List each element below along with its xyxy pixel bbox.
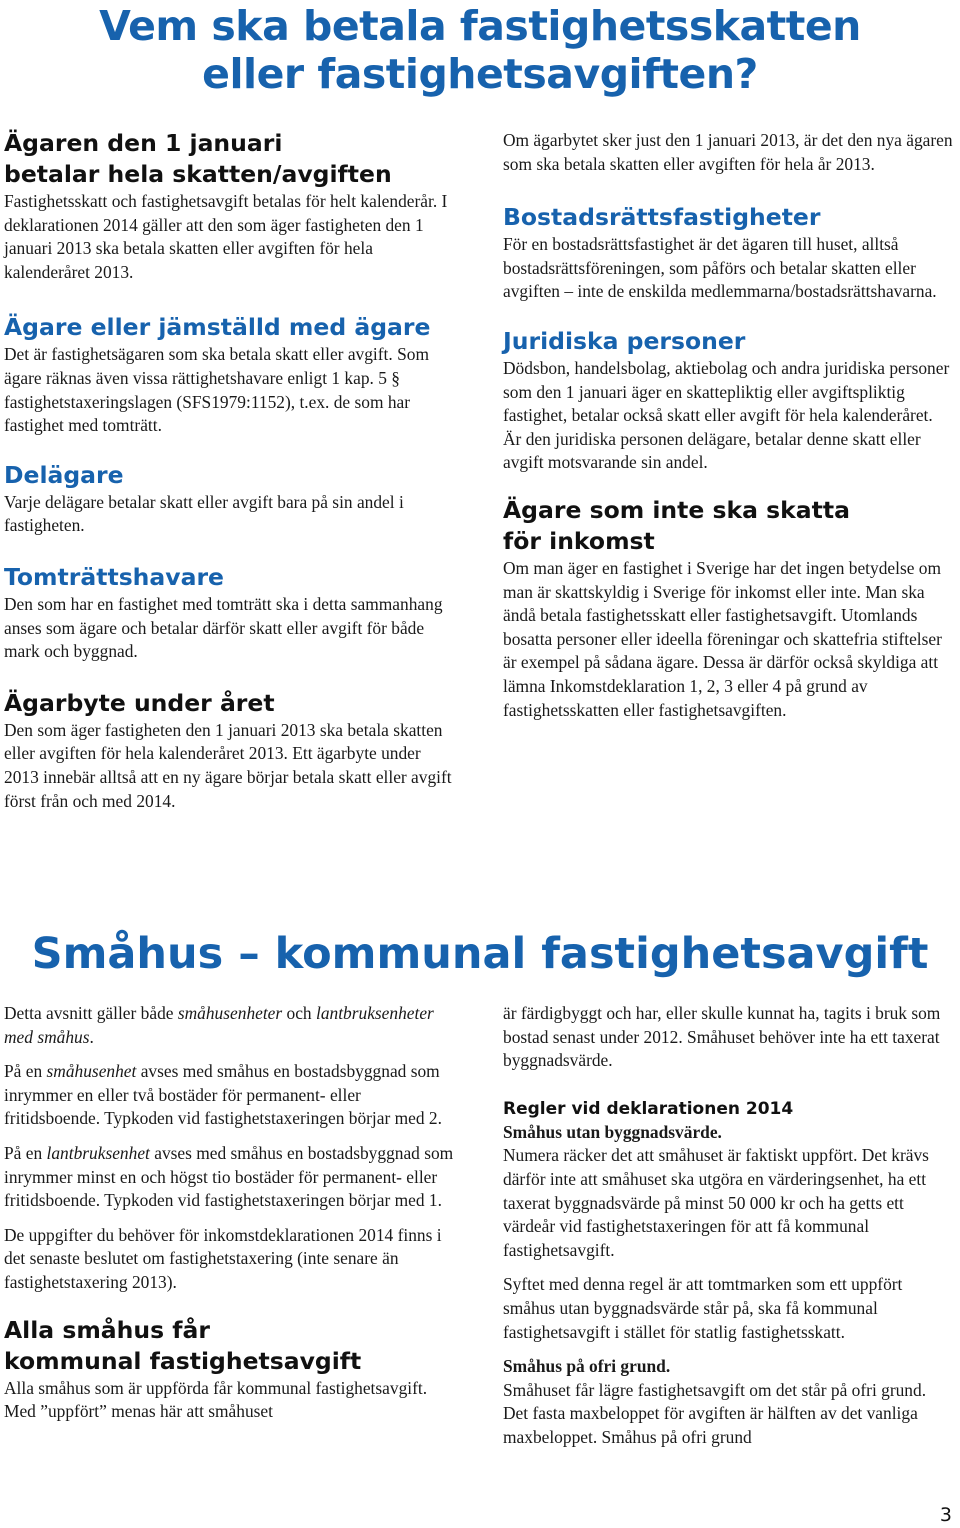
heading-co-owner: Delägare xyxy=(4,460,124,489)
block-coop xyxy=(503,202,953,304)
para-built-definition: är färdigbyggt och har, eller skulle kunnat ha, tagits i bruk som bostad senast under 2012. Småhuset behöver inte ha ett taxerat byggnadsvärde. xyxy=(503,1003,941,1071)
page-title-line2: eller fastighetsavgiften? xyxy=(202,50,758,98)
text-owner-jan1: Fastighetsskatt och fastighetsavgift betalas för helt kalenderår. I deklarationen 2014 gäller att den som äger fastigheten den 1 januari 2013 ska betala skatten eller avgiften för hela kalenderåret 2013. xyxy=(4,191,448,282)
section2-left-column xyxy=(4,1002,460,1435)
para-all-smallhouses: Alla småhus som är uppförda får kommunal fastighetsavgift. Med ”uppfört” menas här att småhuset xyxy=(4,1377,428,1422)
page-title xyxy=(0,2,960,98)
heading-rules-2014: Regler vid deklarationen 2014 xyxy=(503,1098,794,1119)
heading-coop: Bostadsrättsfastigheter xyxy=(503,203,821,232)
text-non-taxable-owner: Om man äger en fastighet i Sverige har det ingen betydelse om man är skattskyldig i Sverige för inkomst eller inte. Man ska ändå betala fastighetsskatt eller fastighetsavgift. Utomlands bosatta personer eller ideella föreningar och skattefria stiftelser är exempel på sådana ägare. Dessa är därför också skyldiga att lämna Inkomstdeklaration 1, 2, 3 eller 4 på grund av fastighetsskatten eller fastighetsavgiften. xyxy=(503,557,942,720)
para-farm-unit: På en lantbruksenhet avses med småhus en bostadsbyggnad som inrymmer minst en och högst tio bostäder för permanent- eller fritidsboende. Typkoden vid fastighetstaxeringen börjar med 1. xyxy=(4,1142,454,1211)
heading-all-smallhouses: Alla småhus får xyxy=(4,1315,210,1344)
block-legal-persons xyxy=(503,326,953,475)
heading-legal-persons: Juridiska personer xyxy=(503,326,746,355)
label-leased-ground: Småhus på ofri grund. xyxy=(503,1356,671,1377)
heading-non-taxable-owner-line2: för inkomst xyxy=(503,526,655,555)
text-leased-ground: Småhuset får lägre fastighetsavgift om det står på ofri grund. Det fasta maxbeloppet för avgiften är hälften av det vanliga maxbeloppet. Småhus på ofri grund xyxy=(503,1379,927,1447)
heading-owner-equal: Ägare eller jämställd med ägare xyxy=(4,313,431,342)
heading-leaseholder: Tomträttshavare xyxy=(4,562,224,591)
text-owner-change: Den som äger fastigheten den 1 januari 2013 ska betala skatten eller avgiften för hela kalenderåret 2013. Ett ägarbyte under 2013 innebär alltså att en ny ägare börjar betala skatt eller avgift först från och med 2014. xyxy=(4,719,452,811)
para-scope: Detta avsnitt gäller både småhusenheter och lantbruksenheter med småhus. xyxy=(4,1003,434,1047)
section2-right-column xyxy=(503,1002,955,1461)
block-non-taxable-owner xyxy=(503,495,953,722)
para-info-source: De uppgifter du behöver för inkomstdeklarationen 2014 finns i det senaste beslutet om fastighetstaxering (inte senare än fastighetstaxering 2013). xyxy=(4,1224,442,1292)
left-column xyxy=(4,128,452,827)
text-owner-equal: Det är fastighetsägaren som ska betala skatt eller avgift. Som ägare räknas även vissa rättighetshavare enligt 1 kap. 5 § fastighetstaxeringslagen (SFS1979:1152), t.ex. de som har fastighet med tomträtt. xyxy=(4,344,429,436)
text-owner-change-intro: Om ägarbytet sker just den 1 januari 2013, är det den nya ägaren som ska betala skatten eller avgiften för hela år 2013. xyxy=(503,130,953,174)
block-all-smallhouses xyxy=(4,1315,460,1424)
section-title-smahus: Småhus – kommunal fastighetsavgift xyxy=(31,929,929,979)
text-co-owner: Varje delägare betalar skatt eller avgift bara på sin andel i fastigheten. xyxy=(4,491,404,536)
para-no-building-value xyxy=(503,1121,955,1263)
block-co-owner xyxy=(4,460,452,538)
right-column xyxy=(503,129,953,736)
heading-owner-jan1-line2: betalar hela skatten/avgiften xyxy=(4,160,392,188)
heading-non-taxable-owner: Ägare som inte ska skatta xyxy=(503,495,850,524)
heading-owner-change: Ägarbyte under året xyxy=(4,688,275,717)
para-smallhouse-unit: På en småhusenhet avses med småhus en bostadsbyggnad som inrymmer en eller två bostäder för permanent- eller fritidsboende. Typkoden vid fastighetstaxeringen börjar med 2. xyxy=(4,1061,442,1129)
text-leaseholder: Den som har en fastighet med tomträtt ska i detta sammanhang anses som ägare och betalar därför skatt eller avgift för både mark och byggnad. xyxy=(4,593,443,662)
text-legal-persons: Dödsbon, handelsbolag, aktiebolag och andra juridiska personer som den 1 januari äger en skattepliktig eller avgiftspliktig fastighet, betalar också skatt eller avgift för hela kalenderåret. Är den juridiska personen delägare, betalar denne skatt eller avgift motsvarande sin andel. xyxy=(503,357,950,473)
page-number: 3 xyxy=(939,1504,952,1526)
block-owner-equal xyxy=(4,312,452,437)
para-leased-ground xyxy=(503,1355,955,1449)
block-owner-change xyxy=(4,688,452,813)
heading-all-smallhouses-line2: kommunal fastighetsavgift xyxy=(4,1346,362,1375)
text-coop: För en bostadsrättsfastighet är det ägaren till huset, alltså bostadsrättsföreningen, som påförs och betalar skatten eller avgiften – inte de enskilda medlemmarna/bostadsrättshavarna. xyxy=(503,234,937,302)
block-leaseholder xyxy=(4,562,452,664)
page-title-line1: Vem ska betala fastighetsskatten xyxy=(99,2,861,50)
heading-owner-jan1: Ägaren den 1 januari xyxy=(4,129,283,157)
block-owner-jan1 xyxy=(4,128,452,284)
para-purpose: Syftet med denna regel är att tomtmarken som ett uppfört småhus utan byggnadsvärde står på, ska få kommunal fastighetsavgift i stället för statlig fastighetsskatt. xyxy=(503,1274,903,1342)
text-no-building-value: Numera räcker det att småhuset är faktiskt uppfört. Det krävs därför inte att småhuset ska utgöra en värderingsenhet, ha ett taxerat byggnadsvärde på minst 50 000 kr och ha getts ett värdeår vid fastighetstaxeringen för att få kommunal fastighetsavgift. xyxy=(503,1145,929,1260)
label-no-building-value: Småhus utan byggnadsvärde. xyxy=(503,1121,722,1142)
